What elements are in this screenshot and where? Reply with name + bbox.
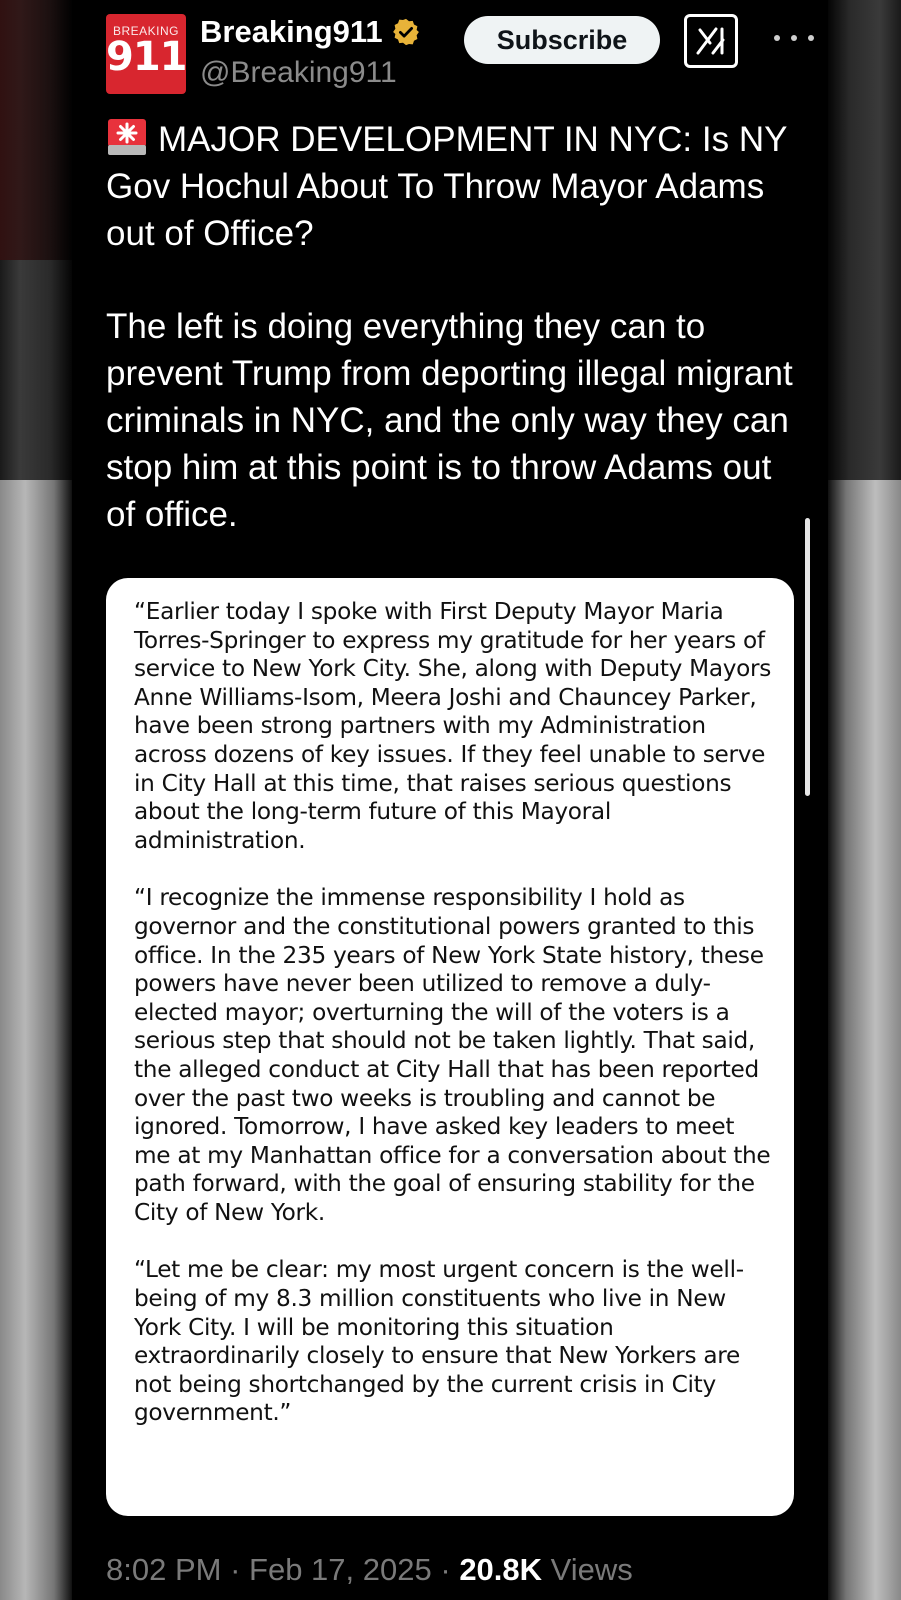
headline-text: MAJOR DEVELOPMENT IN NYC: Is NY Gov Hochul About To Throw Mayor Adams out of Office?: [106, 120, 787, 253]
background-edge-left: [0, 480, 72, 1600]
post-time[interactable]: 8:02 PM: [106, 1552, 222, 1587]
handle[interactable]: @Breaking911: [200, 56, 397, 89]
post-header: [106, 12, 806, 96]
views-label: Views: [550, 1552, 633, 1587]
statement-paragraph: “Let me be clear: my most urgent concern is the well-being of my 8.3 million constituents who live in New York City. I will be monitoring this situation extraordinarily closely to ensure that New Yorkers are not being shortchanged by the current crisis in City government.”: [134, 1256, 744, 1427]
grok-button[interactable]: [684, 14, 738, 68]
scrollbar[interactable]: [805, 518, 810, 796]
grok-icon: [694, 24, 728, 58]
background-edge-right: [828, 480, 901, 1600]
post-metadata: [106, 1552, 633, 1588]
verified-badge-icon: [391, 17, 421, 47]
post-paragraph: The left is doing everything they can to prevent Trump from deporting illegal migrant criminals in NYC, and the only way they can stop him at this point is to throw Adams out of office.: [106, 307, 793, 534]
background-edge-left-top: [0, 0, 72, 260]
attached-statement-image[interactable]: [106, 578, 794, 1516]
police-siren-icon: [106, 117, 148, 157]
post-paragraph-headline: [106, 116, 806, 257]
more-options-button[interactable]: [774, 26, 814, 50]
avatar-number: 911: [106, 34, 186, 80]
post: [72, 0, 828, 1600]
post-date[interactable]: Feb 17, 2025: [249, 1552, 432, 1587]
statement-paragraph: “Earlier today I spoke with First Deputy Mayor Maria Torres-Springer to express my gratitude for her years of service to New York City. She, along with Deputy Mayors Anne Williams-Isom, Meera Joshi and Chauncey Parker, have been strong partners with my Administration across dozens of key issues. If they feel unable to serve in City Hall at this time, that raises serious questions about the long-term future of this Mayoral administration.: [134, 598, 772, 854]
name-row: [200, 14, 421, 50]
more-icon-dot: [791, 35, 797, 41]
avatar[interactable]: [106, 14, 186, 94]
statement-paragraph: “I recognize the immense responsibility I hold as governor and the constitutional powers granted to this office. In the 235 years of New York State history, these powers have never been utilized to remove a duly-elected mayor; overturning the will of the voters is a serious step that should not be taken lightly. That said, the alleged conduct at City Hall that has been reported over the past two weeks is troubling and cannot be ignored. Tomorrow, I have asked key leaders to meet me at my Manhattan office for a conversation about the path forward, with the goal of ensuring stability for the City of New York.: [134, 884, 771, 1226]
subscribe-button[interactable]: Subscribe: [464, 16, 660, 64]
statement-text: [134, 598, 774, 1428]
meta-separator: ·: [230, 1552, 241, 1587]
more-icon: [774, 35, 780, 41]
meta-separator: ·: [440, 1552, 451, 1587]
views-count[interactable]: 20.8K: [459, 1552, 543, 1587]
more-icon-dot: [808, 35, 814, 41]
avatar-top-text: BREAKING: [112, 24, 179, 38]
post-text: [106, 116, 806, 538]
display-name[interactable]: Breaking911: [200, 14, 383, 49]
